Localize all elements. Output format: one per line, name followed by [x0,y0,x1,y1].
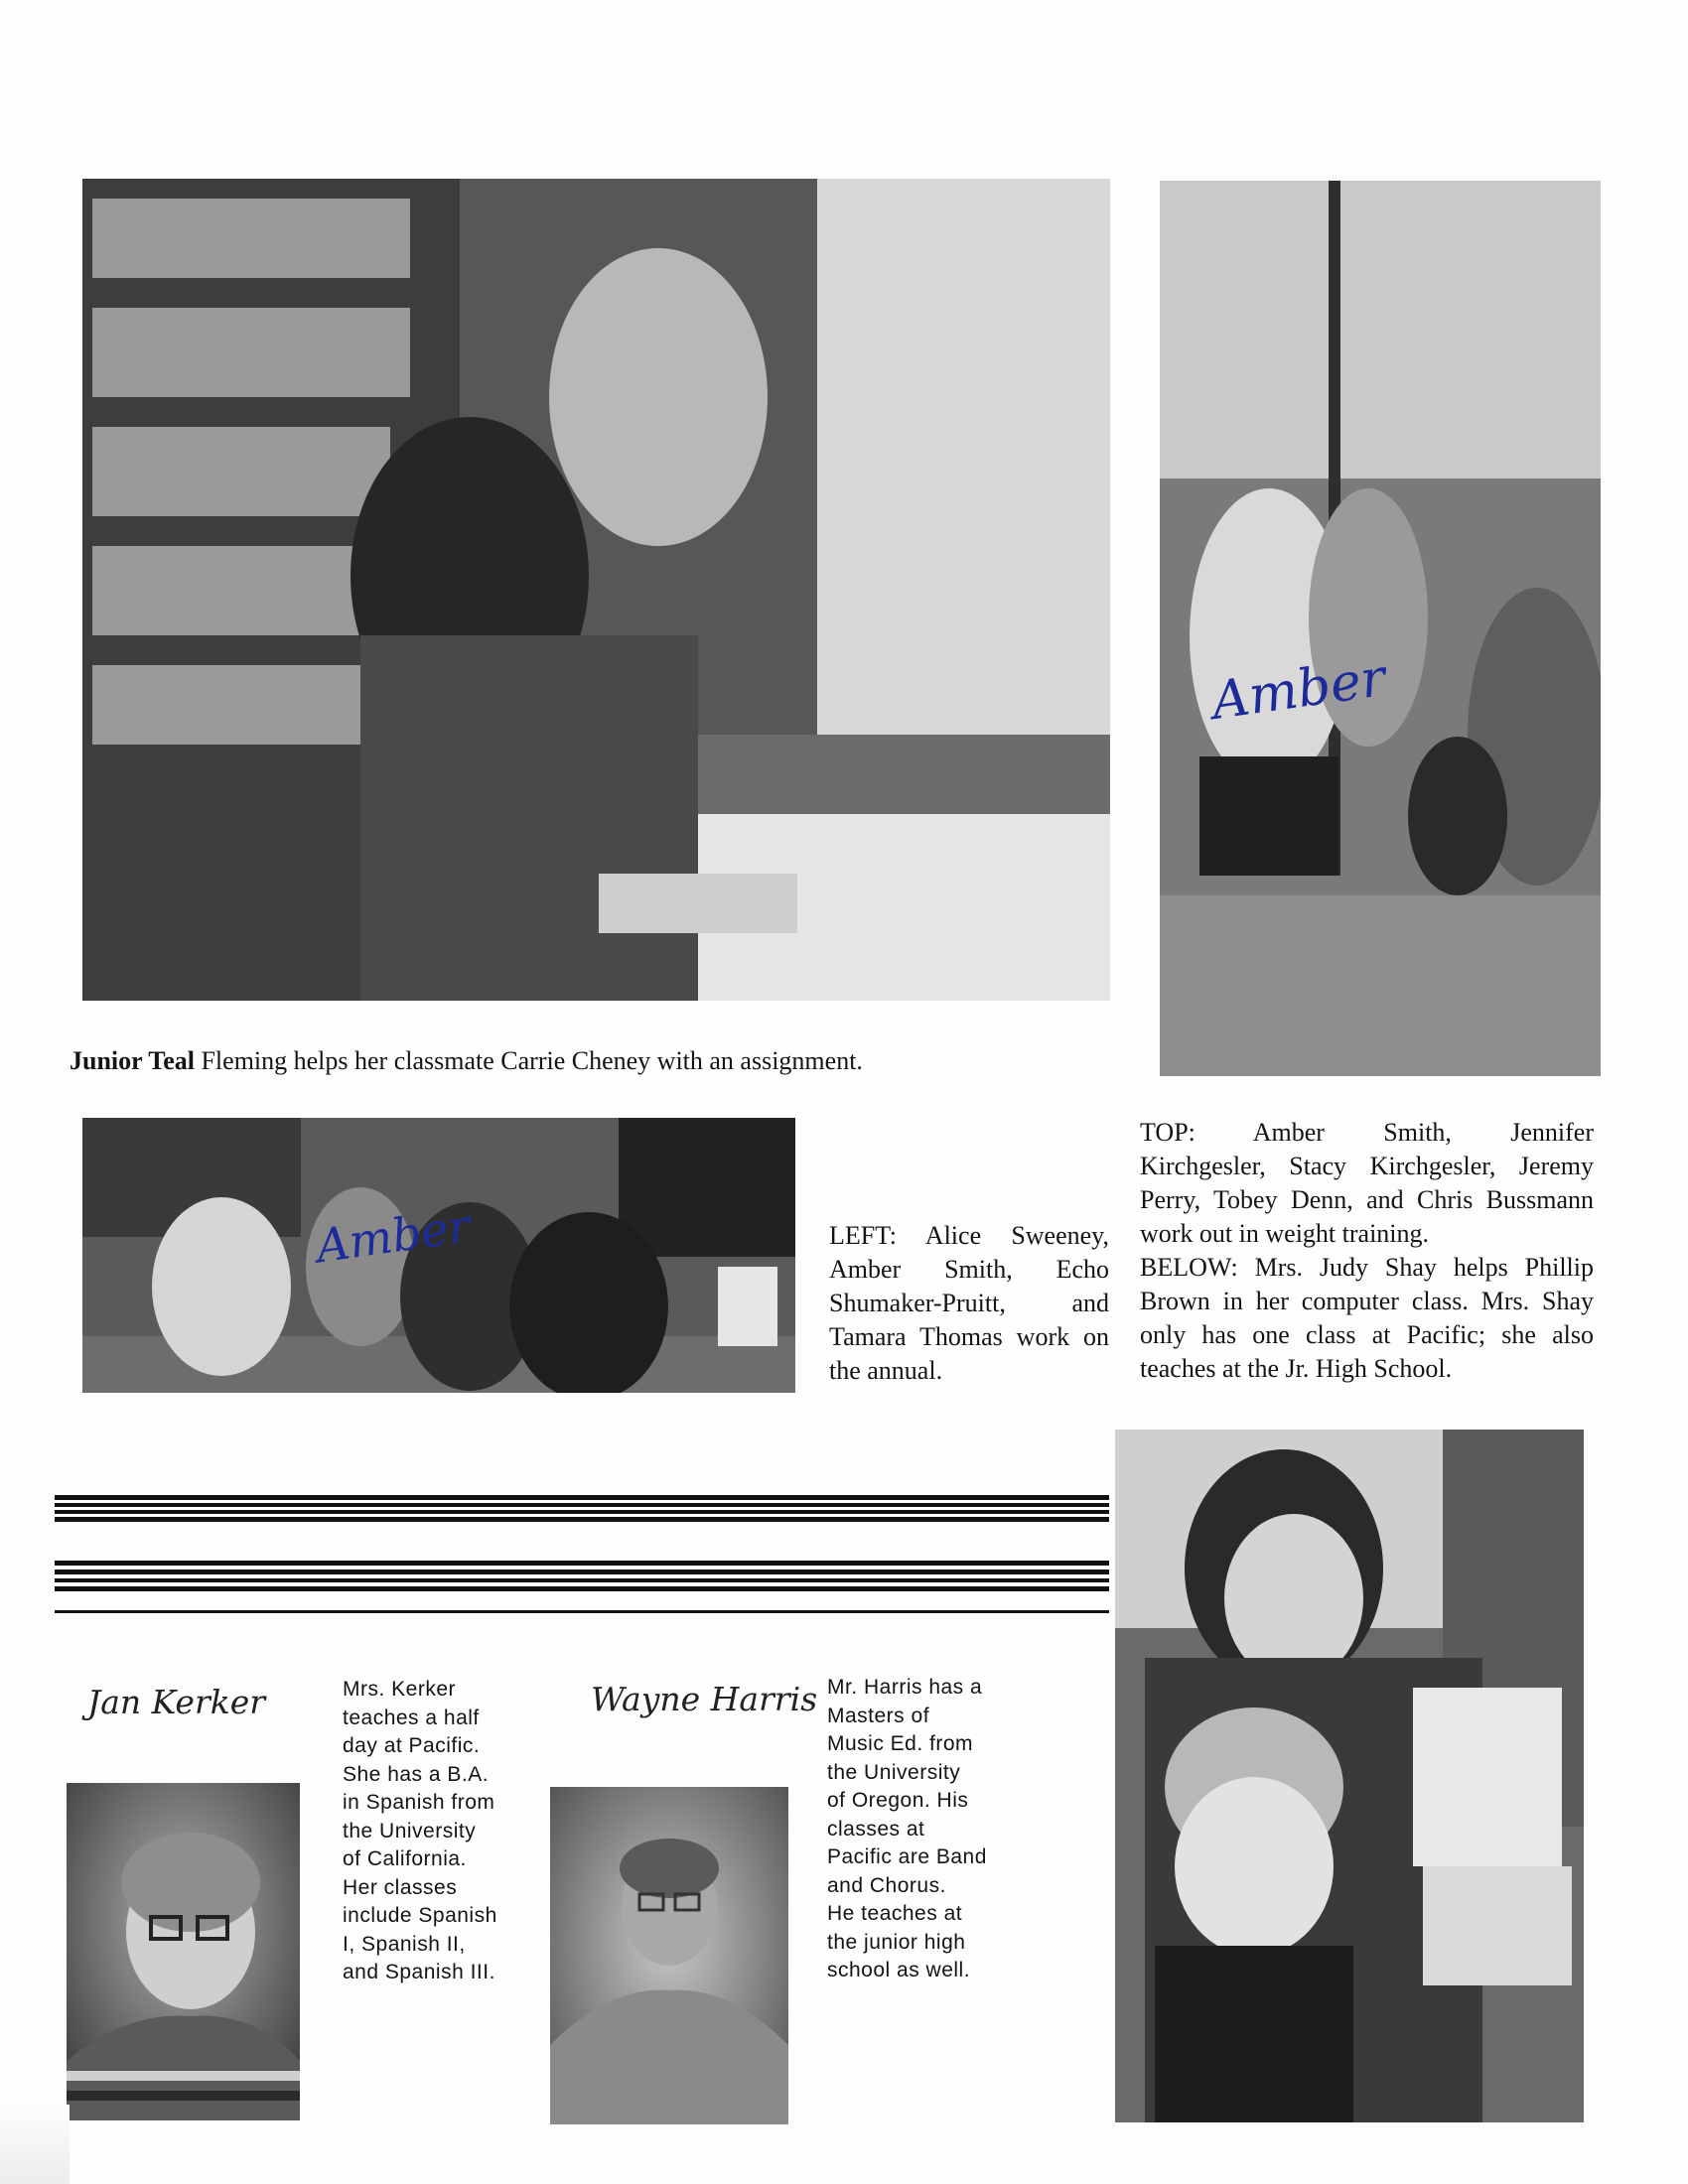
weights-photo [1160,181,1601,1076]
harris-bio-line: and Chorus. [827,1873,946,1897]
kerker-bio-line: I, Spanish II, [343,1932,466,1956]
top-caption-line: TOP: Amber Smith, Jennifer [1140,1118,1594,1147]
harris-bio-line: classes at [827,1817,925,1841]
harris-portrait [550,1787,788,2124]
left-caption-line: LEFT: Alice Sweeney, [829,1221,1109,1250]
below-caption-line: teaches at the Jr. High School. [1140,1354,1453,1383]
left-caption [829,1219,1109,1388]
weights-signature: Amber [1207,648,1390,732]
harris-bio-line: the junior high [827,1930,966,1954]
kerker-portrait [67,1783,300,2120]
left-caption-line: the annual. [829,1356,943,1385]
kerker-bio [343,1676,506,1987]
teacher-name-kerker: Jan Kerker [87,1683,266,1721]
harris-bio [827,1674,1026,1985]
kerker-bio-line: teaches a half [343,1706,480,1729]
page-edge-shadow [0,2105,70,2184]
harris-bio-line: Pacific are Band [827,1845,987,1868]
harris-bio-line: Mr. Harris has a [827,1676,983,1699]
top-caption-line: Kirchgesler, Stacy Kirchgesler, Jeremy [1140,1152,1594,1180]
library-photo [82,179,1110,1001]
kerker-bio-line: Her classes [343,1875,458,1899]
annual-signature: Amber [312,1198,474,1274]
kerker-bio-line: the University [343,1819,477,1843]
teacher-name-harris: Wayne Harris [591,1680,818,1718]
left-caption-line: Tamara Thomas work on [829,1322,1109,1351]
harris-bio-line: school as well. [827,1959,971,1981]
library-caption-text: Fleming helps her classmate Carrie Cheney with an assignment. [194,1046,863,1075]
harris-bio-line: He teaches at [827,1902,963,1925]
decorative-stripe-bottom [55,1559,1109,1622]
top-caption-line: Perry, Tobey Denn, and Chris Bussmann [1140,1185,1594,1214]
kerker-bio-line: Mrs. Kerker [343,1678,457,1701]
harris-bio-line: the University [827,1760,961,1784]
left-caption-line: Amber Smith, Echo [829,1255,1109,1284]
left-caption-line: Shumaker-Pruitt, and [829,1289,1109,1317]
below-caption-line: only has one class at Pacific; she also [1140,1320,1594,1349]
top-caption-line: work out in weight training. [1140,1219,1430,1248]
harris-bio-line: of Oregon. His [827,1789,969,1812]
library-caption [70,1044,1162,1078]
below-caption-line: Brown in her computer class. Mrs. Shay [1140,1287,1594,1315]
top-below-caption [1140,1116,1594,1386]
kerker-bio-line: in Spanish from [343,1791,495,1814]
harris-bio-line: Masters of [827,1704,930,1727]
library-caption-bold: Junior Teal [70,1046,195,1075]
kerker-bio-line: She has a B.A. [343,1762,490,1786]
kerker-bio-line: include Spanish [343,1904,497,1927]
kerker-bio-line: and Spanish III. [343,1961,495,1983]
computer-class-photo [1115,1430,1584,2122]
kerker-bio-line: day at Pacific. [343,1734,481,1757]
below-caption-line: BELOW: Mrs. Judy Shay helps Phillip [1140,1253,1594,1282]
decorative-stripe-top [55,1493,1109,1523]
harris-bio-line: Music Ed. from [827,1732,974,1755]
kerker-bio-line: of California. [343,1847,467,1870]
